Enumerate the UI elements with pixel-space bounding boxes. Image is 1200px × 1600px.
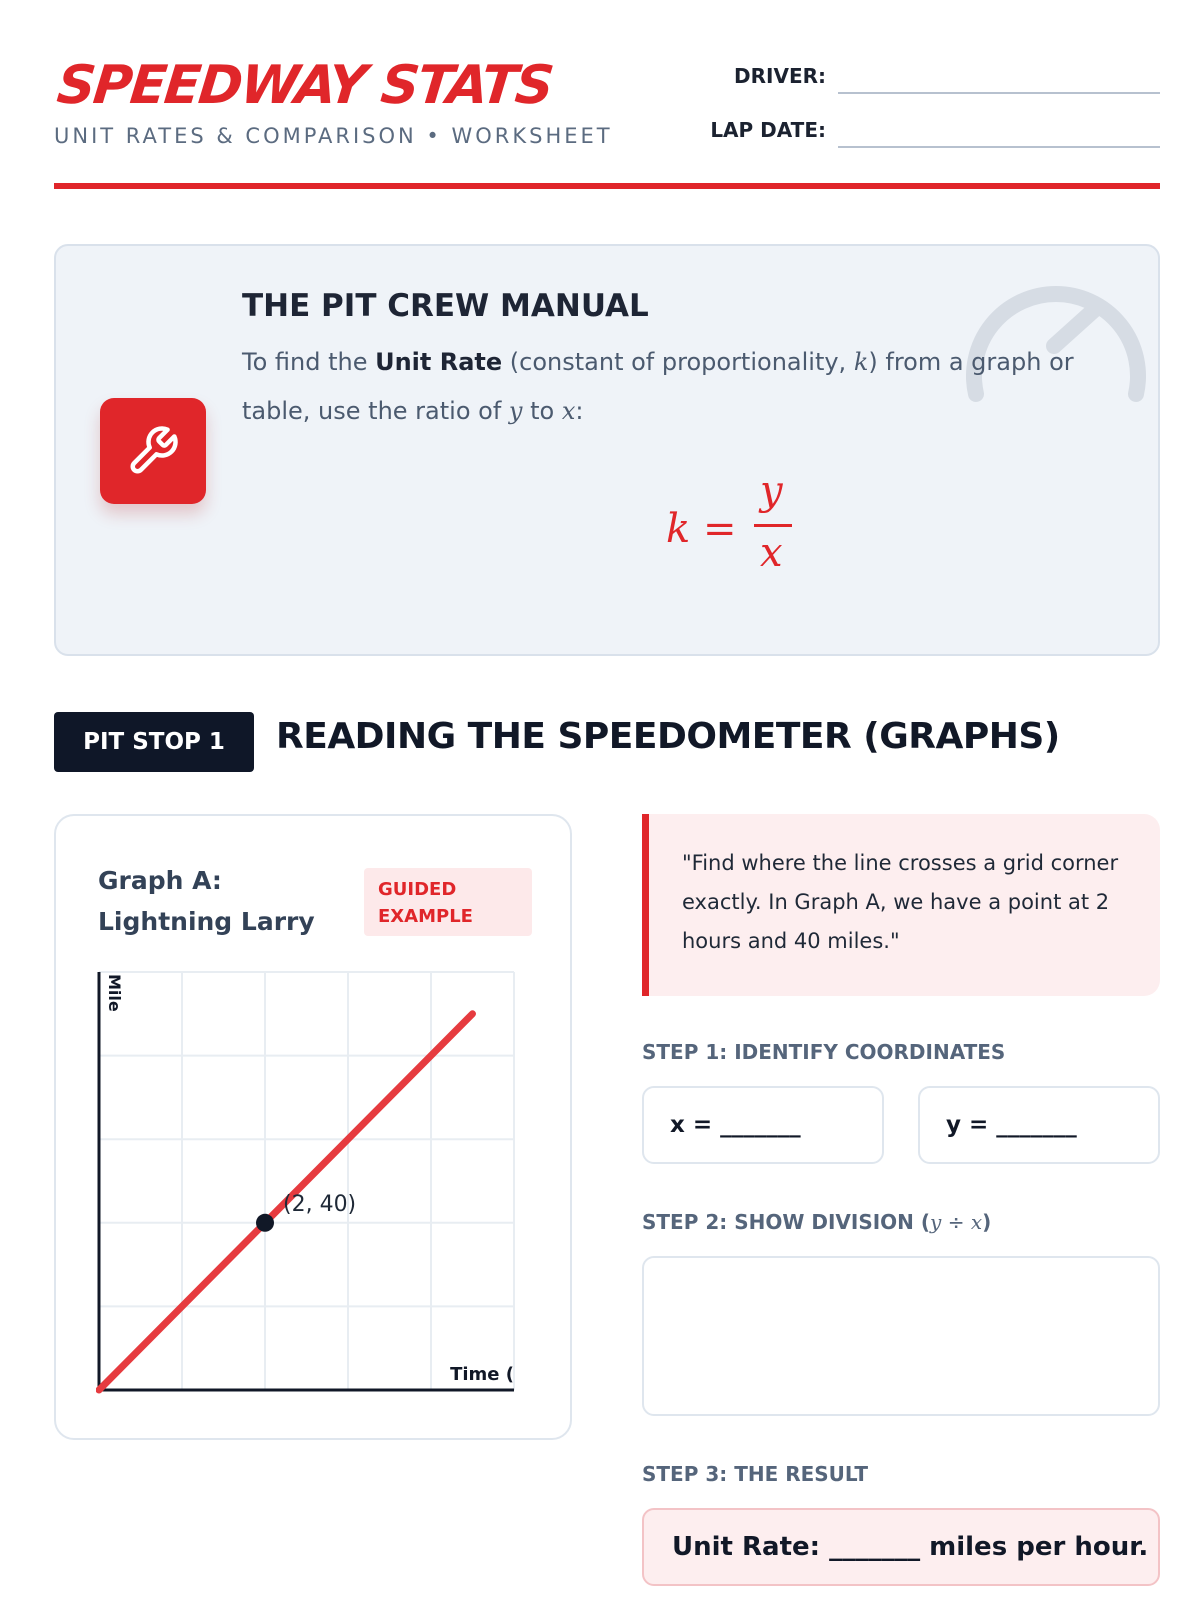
driver-input-line[interactable]	[838, 92, 1160, 94]
graph-title: Graph A: Lightning Larry	[98, 866, 315, 936]
y-axis-label: Mile	[105, 974, 124, 1012]
guided-example-tag: GUIDED EXAMPLE	[364, 868, 532, 936]
lap-date-input-line[interactable]	[838, 146, 1160, 148]
step-2-divide: ÷	[941, 1210, 971, 1234]
manual-text-paren: (constant of proportionality,	[502, 348, 854, 376]
lap-date-field[interactable]	[700, 108, 1160, 148]
step-2-text: STEP 2: SHOW DIVISION (	[642, 1210, 931, 1234]
formula-numerator: y	[760, 468, 783, 514]
section-title: READING THE SPEEDOMETER (GRAPHS)	[276, 716, 1060, 757]
x-coordinate-field[interactable]: x = _______	[642, 1086, 884, 1164]
wrench-icon-tile	[100, 398, 206, 504]
graph-a-card	[54, 814, 572, 1440]
y-symbol: y	[508, 397, 523, 425]
manual-title: THE PIT CREW MANUAL	[242, 288, 649, 324]
formula-fraction-bar	[754, 524, 792, 527]
lap-date-label: LAP DATE:	[710, 118, 826, 142]
graph-a-chart	[96, 968, 536, 1408]
y-coordinate-field[interactable]: y = _______	[918, 1086, 1160, 1164]
step-2-y: y	[930, 1210, 942, 1234]
point-label: (2, 40)	[283, 1191, 357, 1217]
pit-crew-manual-card	[54, 244, 1160, 656]
brand-title: SPEEDWAY STATS	[54, 55, 555, 116]
unit-rate-formula	[612, 468, 832, 578]
step-1-label: STEP 1: IDENTIFY COORDINATES	[642, 1040, 1006, 1064]
unit-rate-term: Unit Rate	[375, 348, 503, 376]
k-symbol: k	[853, 348, 869, 376]
manual-text-end: :	[575, 397, 584, 425]
worksheet-subtitle: UNIT RATES & COMPARISON • WORKSHEET	[54, 124, 613, 148]
manual-instructions	[242, 338, 1122, 436]
driver-field[interactable]	[700, 54, 1160, 94]
step-2-close: )	[982, 1210, 992, 1234]
manual-text-to: to	[522, 397, 562, 425]
worksheet-header	[54, 54, 1160, 190]
highlighted-point	[256, 1214, 274, 1232]
pit-stop-badge: PIT STOP 1	[54, 712, 254, 772]
step-2-label	[642, 1210, 991, 1234]
x-symbol: x	[561, 397, 576, 425]
coach-tip-quote: "Find where the line crosses a grid corner exactly. In Graph A, we have a point at 2 hours and 40 miles."	[642, 814, 1160, 996]
unit-rate-result-field[interactable]: Unit Rate: _______ miles per hour.	[642, 1508, 1160, 1586]
driver-label: DRIVER:	[734, 64, 826, 88]
step-2-x: x	[970, 1210, 983, 1234]
x-axis-label: Time (	[450, 1364, 514, 1385]
division-work-area[interactable]	[642, 1256, 1160, 1416]
formula-denominator: x	[760, 530, 783, 576]
formula-lhs: k =	[666, 506, 737, 552]
manual-text-start: To find the	[242, 348, 376, 376]
header-divider	[54, 183, 1160, 189]
wrench-icon	[126, 424, 180, 478]
step-3-label: STEP 3: THE RESULT	[642, 1462, 868, 1486]
manual-text-mid: ) from a graph or table, use the ratio of	[242, 348, 1074, 425]
